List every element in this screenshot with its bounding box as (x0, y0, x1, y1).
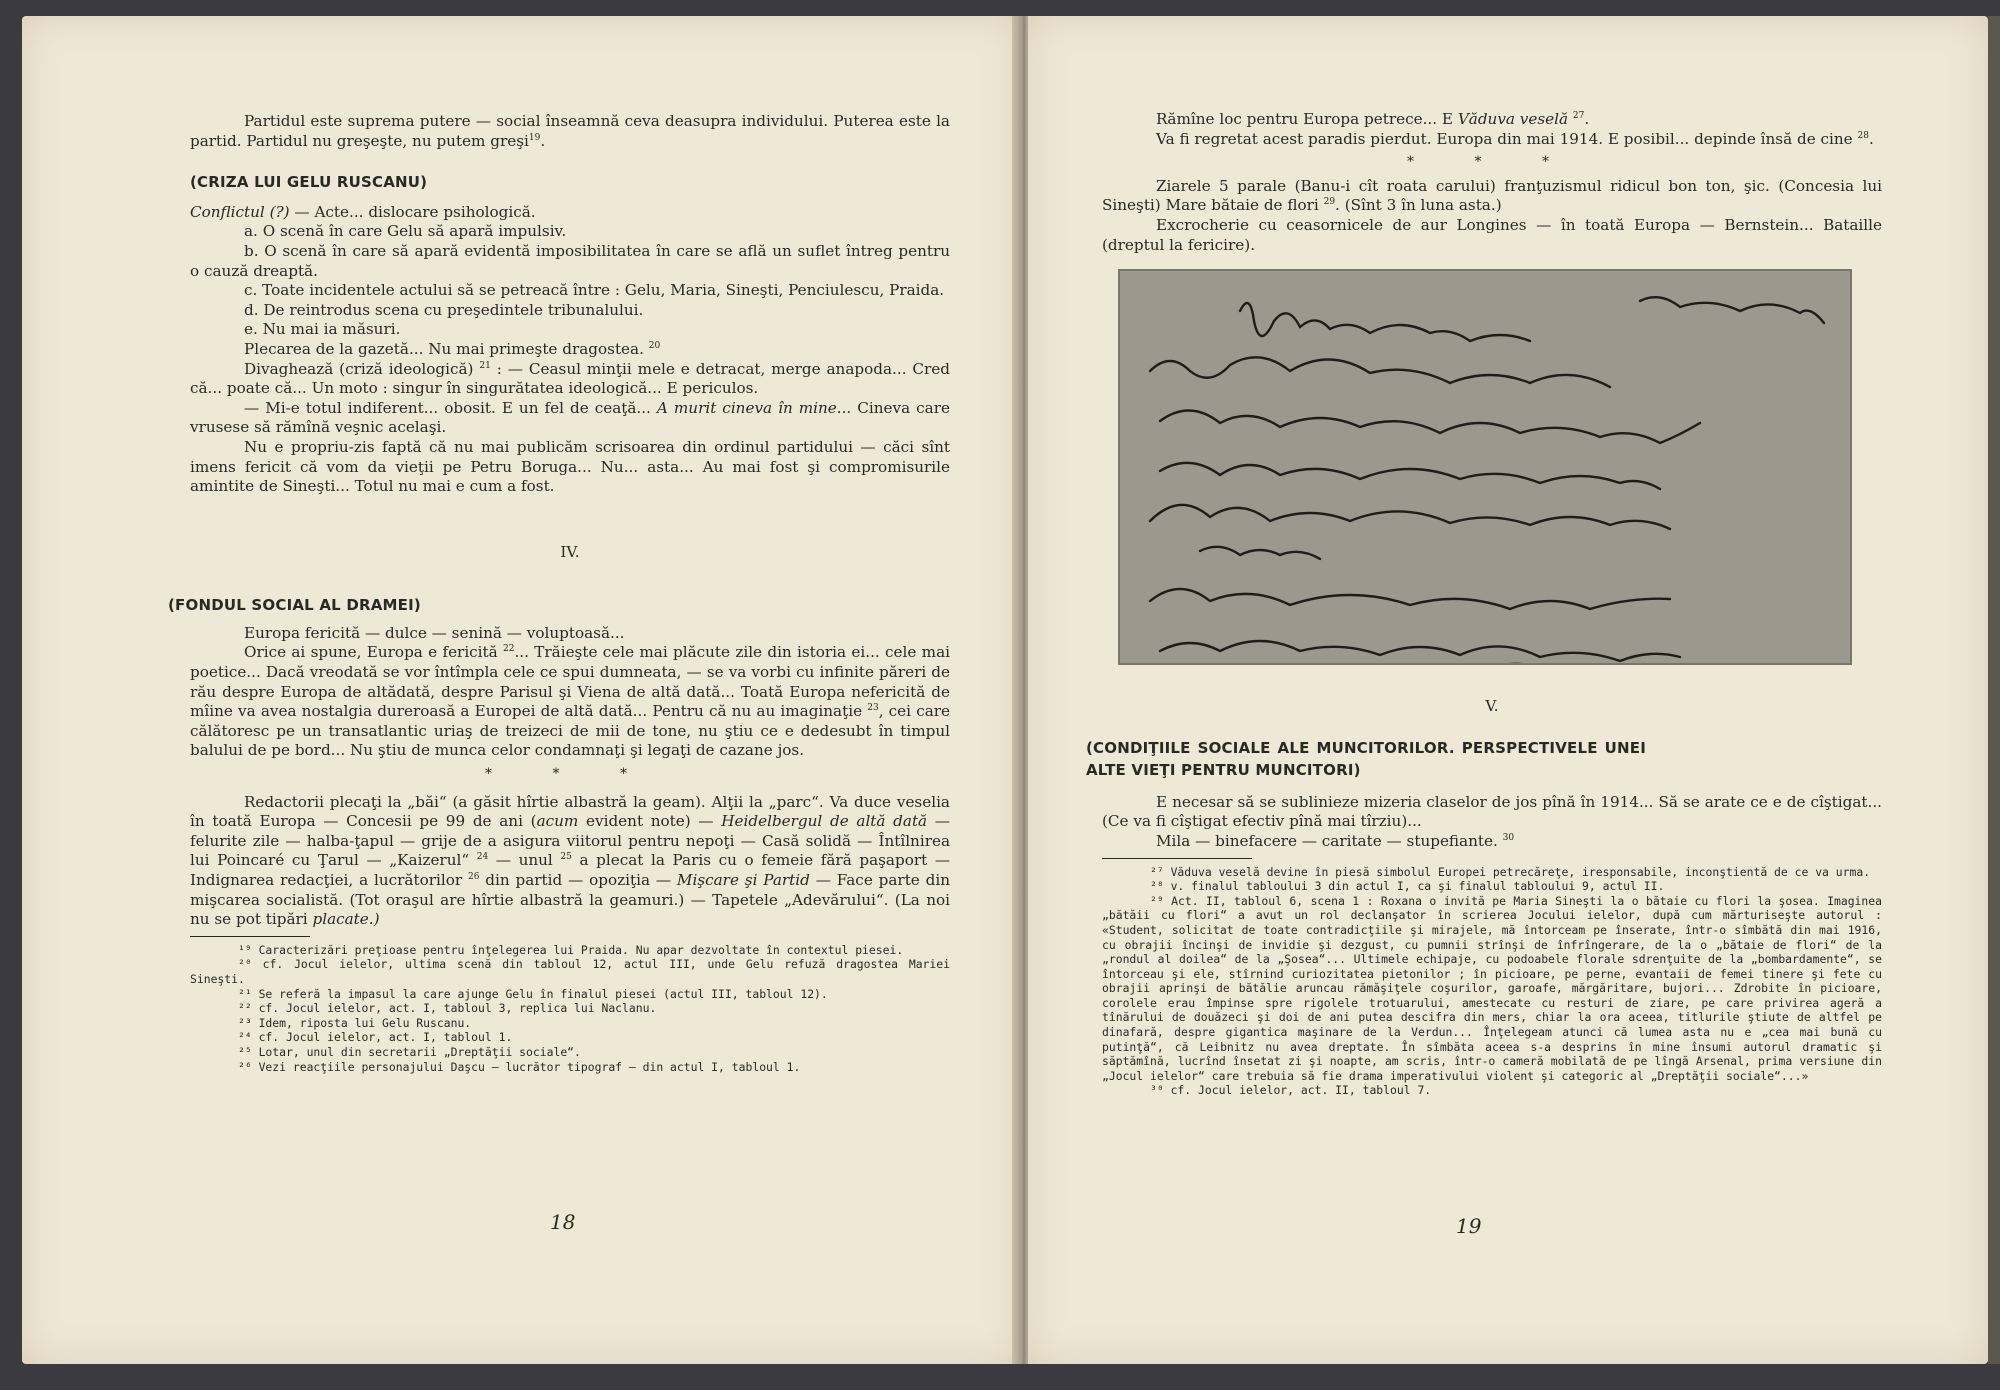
paragraph: Mila — binefacere — caritate — stupefiante. $^{30}$ (1156, 831, 1515, 850)
footnote: ²³ Idem, riposta lui Gelu Ruscanu. (238, 1015, 472, 1030)
list-item: b. O scenă în care să apară evidentă imposibilitatea în care se află un suflet întreg pentru o cauză dreaptă. (190, 241, 950, 280)
page-number: 18 (550, 1210, 576, 1234)
book-edge (1988, 16, 2000, 1364)
footnote: ²⁶ Vezi reacţiile personajului Daşcu — lucrător tipograf — din actul I, tabloul 1. (238, 1059, 801, 1074)
footnote: ²² cf. Jocul ielelor, act. I, tabloul 3, replica lui Naclanu. (238, 1001, 657, 1016)
footnote: ²⁴ cf. Jocul ielelor, act. I, tabloul 1. (238, 1030, 513, 1045)
handwriting-scribbles (1120, 271, 1850, 663)
paragraph: Rămîne loc pentru Europa petrece... E Văduva veselă $^{27}$. (1156, 110, 1590, 128)
left-page (22, 16, 1020, 1364)
footnotes-right (1102, 865, 1882, 1099)
footnote: ¹⁹ Caracterizări preţioase pentru înţelegerea lui Praida. Nu apar dezvoltate în contextul piesei. (238, 942, 904, 957)
footnote: ²⁷ Văduva veselă devine în piesă simbolul Europei petrecăreţe, iresponsabile, inconştientă de ce va urma. (1150, 864, 1871, 879)
list-item: d. De reintrodus scena cu preşedintele tribunalului. (244, 300, 644, 319)
footnote-ref: 27 (1572, 110, 1585, 121)
section-separator: * * * (1407, 154, 1577, 171)
paragraph: Partidul este suprema putere — social înseamnă ceva deasupra individului. Puterea este la partid. Partidul nu greşeşte, nu putem greşi$^{19}$. (190, 112, 950, 150)
footnote-ref: 24 (476, 852, 489, 863)
left-page-text (168, 112, 951, 1074)
footnote: ²¹ Se referă la impasul la care ajunge Gelu în finalul piesei (actul III, tabloul 12). (238, 986, 828, 1001)
right-page-text (1086, 110, 1882, 1098)
section-number: V. (1485, 697, 1499, 716)
section-number: IV. (560, 542, 580, 561)
paragraph: Orice ai spune, Europa e fericită $^{22}$... Trăieşte cele mai plăcute zile din istoria ei... cele mai poetice... Dacă vreodată se vor întîmpla cele ce spui dumneata, — se va vorbi cu infinite păreri de rău despre Europa de altădată, despre Parisul şi Viena de altă dată... Toată Europa nefericită de mîine va avea nostalgia dureroasă a Europei de altă dată... Pentru că nu au imaginaţie $^{23}$, cei care călătoresc pe un transatlantic uriaş de treizeci de mii de tone, nu ştiu ce e dedesubt în timpul balului de pe bord... Nu ştiu de munca celor condamnaţi şi legaţi de cazane jos. (190, 643, 950, 760)
paragraph: Europa fericită — dulce — senină — voluptoasă... (244, 623, 625, 642)
paragraph: Nu e propriu-zis faptă că nu mai publicăm scrisoarea din ordinul partidului — căci sînt imens fericit că vom da vieţii pe Petru Boruga... Nu... asta... Au mai fost şi compromisurile amintite de Sineşti... Totul nu mai e cum a fost. (190, 437, 950, 496)
footnote-ref: 21 (479, 360, 491, 371)
footnote-ref: 30 (1502, 832, 1515, 843)
footnote: ²⁹ Act. II, tabloul 6, scena 1 : Roxana o invită pe Maria Sineşti la o bătaie cu flori la şosea. Imaginea „bătăii cu flori“ a avut un rol declanşator în scrierea Jocului ielelor, după cum mărturiseşte autorul : «Student, solicitat de toate contradicţiile şi mirajele, mă întorceam pe înserate, într-o sîmbătă din mai 1916, cu obrajii încinşi de invidie şi dezgust, cu pumnii strînşi de înfrîngerare, de la o „bătaie de flori“ de la „rondul al doilea“ de la „Şosea“... Ultimele echipaje, cu podoabele florale sdrenţuite de la „bombardamente“, se întorceau şi ele, stîrnind curiozitatea pietonilor ; în picioare, pe perne, evantaii de femei tinere şi fete cu obrajii aprinşi de bătălie aruncau rămăşiţele coşurilor, garoafe, mărgăritare, bujori... Zdrobite în picioare, corolele erau împinse spre rigolele trotuarului, amestecate cu resturi de ziare, pe care privirea ageră a tînărului de douăzeci şi doi de ani putea descifra din mers, chiar la ora aceea, titlurile ştiute de altfel pe dinafară, despre gigantica maşinare de la Verdun... Înţelegeam atunci că lumea asta nu e „cea mai bună cu putinţă“, că Leibnitz nu avea dreptate. În sîmbăta aceea s-a desprins în mine însumi autorul dramatic şi săptămînă, lucrînd însetat zi şi noapte, am scris, într-o cameră mobilată de pe lîngă Arsenal, prima versiune din „Jocul ielelor“ care trebuia să fie drama imperativului violent şi categoric al „Dreptăţii sociale“...» (1102, 893, 1882, 1083)
footnote-ref: 20 (648, 340, 661, 351)
footnotes-left (190, 943, 950, 1074)
paragraph: Divaghează (criză ideologică) $^{21}$ : — Ceasul minţii mele e detracat, merge anapoda... Cred că... poate că... Un moto : singur în singurătatea ideologică... E periculos. (190, 359, 951, 398)
paragraph: Excrocherie cu ceasornicele de aur Longines — în toată Europa — Bernstein... Bataille (dreptul la fericire). (1102, 215, 1882, 254)
footnote-ref: 26 (467, 871, 480, 882)
paragraph: Va fi regretat acest paradis pierdut. Europa din mai 1914. E posibil... depinde însă de cine $^{28}$. (1156, 129, 1874, 148)
list-item: a. O scenă în care Gelu să apară impulsiv. (244, 222, 567, 241)
footnote-ref: 29 (1323, 197, 1336, 208)
list-item: e. Nu mai ia măsuri. (244, 320, 401, 339)
right-page (1028, 16, 1988, 1364)
section-heading: (FONDUL SOCIAL AL DRAMEI) (168, 596, 421, 615)
footnote: ²⁸ v. finalul tabloului 3 din actul I, ca şi finalul tabloului 9, actul II. (1150, 879, 1665, 894)
paragraph: E necesar să se sublinieze mizeria claselor de jos pînă în 1914... Să se arate ce e de cîştigat... (Ce va fi cîştigat efectiv pînă mai tîrziu)... (1102, 792, 1882, 831)
paragraph: Plecarea de la gazetă... Nu mai primeşte dragostea. $^{20}$ (244, 339, 661, 358)
footnote-ref: 28 (1857, 130, 1869, 141)
paragraph: — Mi-e totul indiferent... obosit. E un fel de ceaţă... A murit cineva în mine... Cineva care vrusese să rămînă veşnic acelaşi. (190, 398, 950, 437)
footnote-ref: 22 (503, 644, 515, 655)
footnote: ²⁰ cf. Jocul ielelor, ultima scenă din tabloul 12, actul III, unde Gelu refuză dragostea Mariei Sineşti. (190, 957, 950, 986)
paragraph: Redactorii plecaţi la „băi“ (a găsit hîrtie albastră la geam). Alţii la „parc“. Va duce veselia în toată Europa — Concesii pe 99 de ani (acum evident note) — Heidelbergul de altă dată — felurite zile — halba-ţapul — grije de a asigura viitorul pentru nepoţi — Casă solidă — Întîlnirea lui Poincaré cu Ţarul — „Kaizerul“ $^{24}$ — unul $^{25}$ a plecat la Paris cu o femeie fără paşaport — Indignarea redacţiei, a lucrătorilor $^{26}$ din partid — opoziţia — Mişcare şi Partid — Face parte din mişcarea socialistă. (Tot oraşul are hîrtie albastră la geamuri.) — Tapetele „Adevărului“. (La noi nu se pot tipări placate.) (190, 792, 951, 929)
page-number: 19 (1456, 1214, 1482, 1238)
section-heading: (CRIZA LUI GELU RUSCANU) (190, 173, 428, 192)
paragraph: Conflictul (?) — Acte... dislocare psihologică. (190, 202, 536, 221)
section-heading: (CONDIŢIILE SOCIALE ALE MUNCITORILOR. PERSPECTIVELE UNEI ALTE VIEŢI PENTRU MUNCITORI) (1086, 738, 1646, 779)
footnote-ref: 23 (867, 703, 879, 714)
footnote-ref: 19 (528, 132, 541, 143)
list-item: c. Toate incidentele actului să se petreacă între : Gelu, Maria, Sineşti, Penciulescu, Praida. (244, 281, 945, 300)
footnote-divider (190, 936, 310, 937)
paragraph: Ziarele 5 parale (Banu-i cît roata carului) franţuzismul ridicul bon ton, şic. (Concesia lui Sineşti) Mare bătaie de flori $^{29}$. (Sînt 3 în luna asta.) (1102, 176, 1882, 215)
manuscript-photo (1118, 269, 1852, 665)
footnote-ref: 25 (560, 852, 572, 863)
footnote: ²⁵ Lotar, unul din secretarii „Dreptăţii sociale“. (238, 1044, 581, 1059)
section-separator: * * * (485, 766, 655, 783)
footnote: ³⁰ cf. Jocul ielelor, act. II, tabloul 7. (1150, 1083, 1432, 1098)
footnote-divider (1102, 858, 1252, 859)
